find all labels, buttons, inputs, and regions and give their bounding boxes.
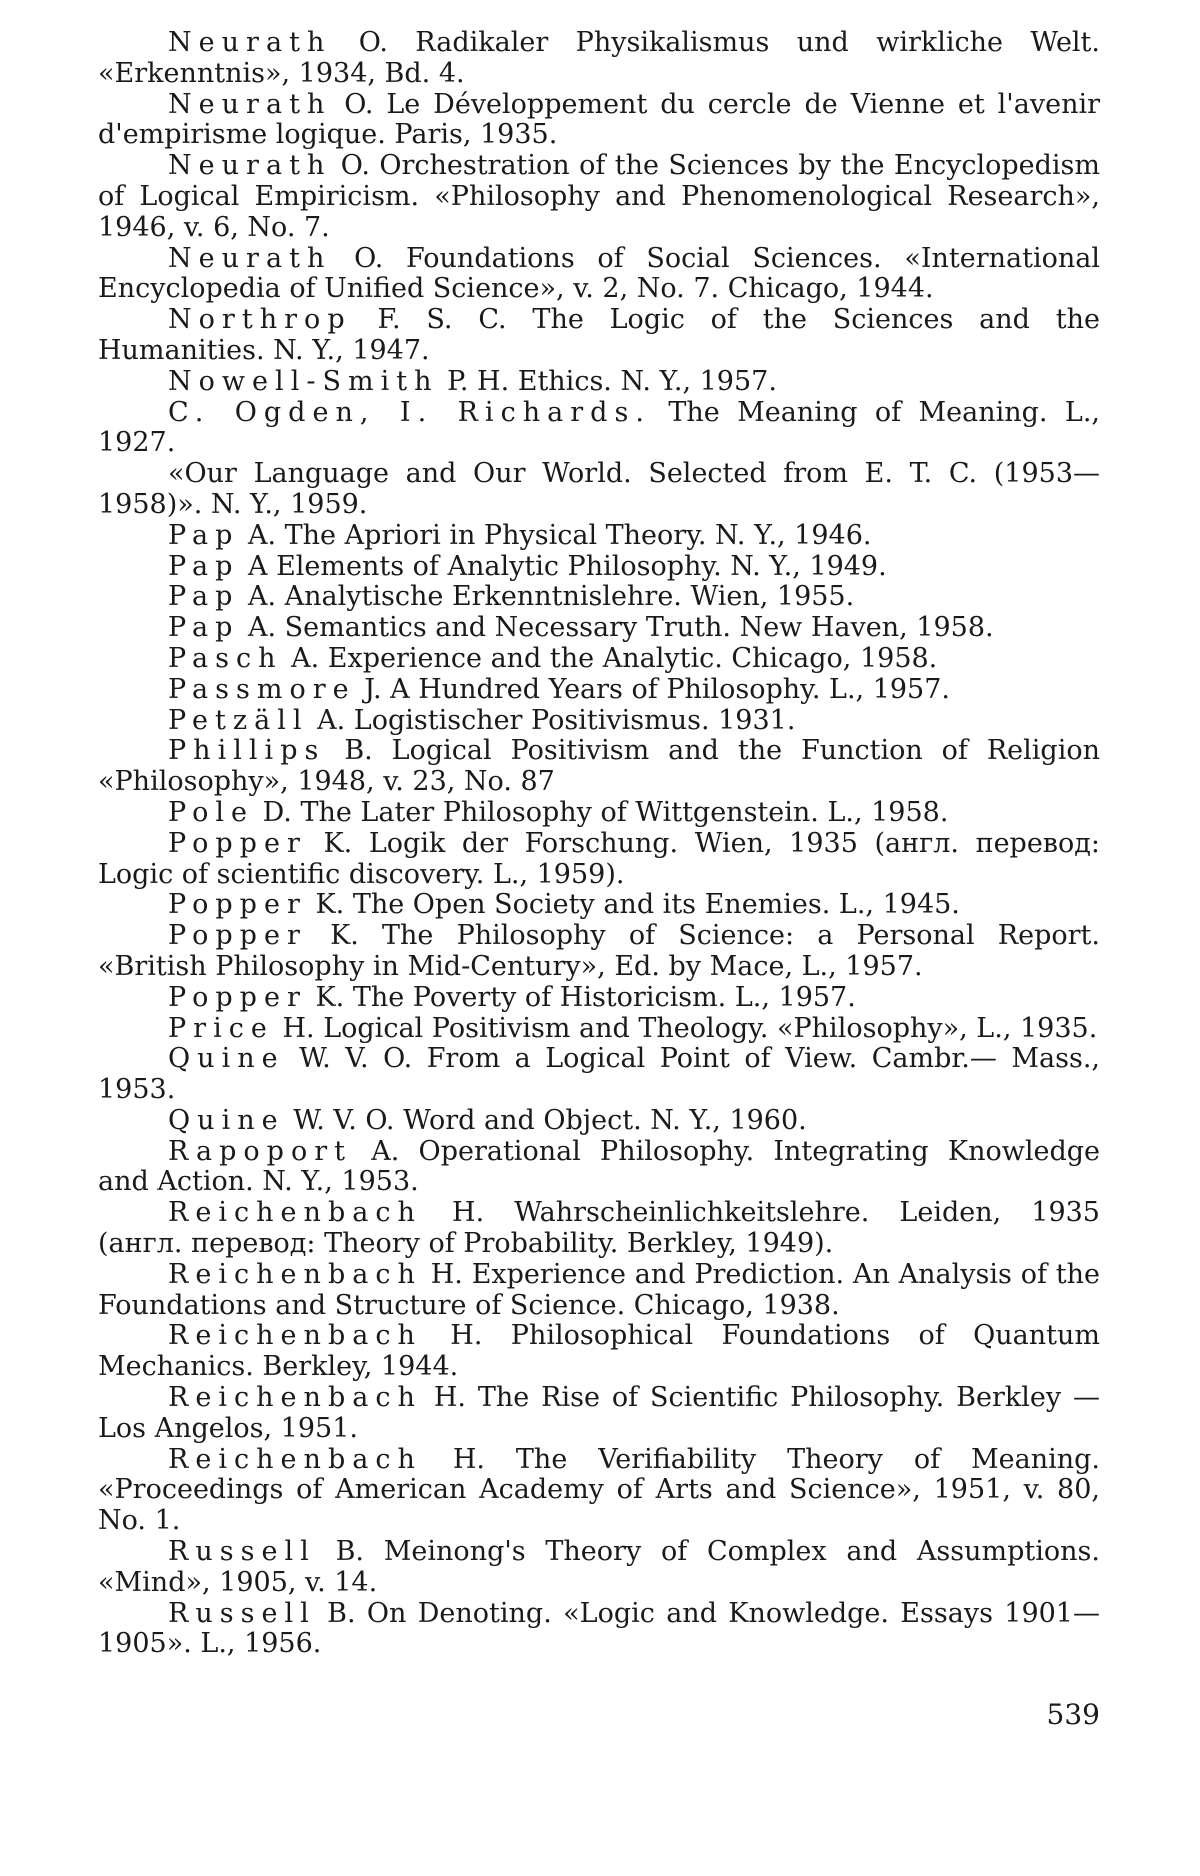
- bibliography-entry: [98, 521, 1100, 552]
- entry-text: B. Meinong's Theory of Complex and Assumptions. «Mind», 1905, v. 14.: [98, 1536, 1100, 1598]
- entry-author: Pap: [168, 581, 240, 613]
- entry-author: Reichenbach: [168, 1382, 422, 1414]
- entry-text: The Meaning of Meaning. L., 1927.: [98, 396, 1100, 459]
- entry-text: W. V. O. Word and Object. N. Y., 1960.: [284, 1104, 807, 1136]
- entry-text: H. Experience and Prediction. An Analysis of the Foundations and Structure of Science. Chicago, 1938.: [98, 1258, 1100, 1321]
- entry-text: D. The Later Philosophy of Wittgenstein. L., 1958.: [254, 796, 949, 828]
- entry-author: Popper: [168, 827, 307, 859]
- bibliography-entry: [98, 398, 1100, 460]
- entry-author: Popper: [168, 920, 307, 952]
- entry-author: Price: [168, 1012, 274, 1044]
- entry-author: Reichenbach: [168, 1197, 422, 1229]
- bibliography-entry: [98, 151, 1100, 243]
- entry-author: Popper: [168, 981, 307, 1013]
- entry-text: P. H. Ethics. N. Y., 1957.: [438, 365, 777, 397]
- bibliography-entry: [98, 890, 1100, 921]
- bibliography-entry: [98, 798, 1100, 829]
- bibliography-entry: [98, 1383, 1100, 1445]
- bibliography-entry: [98, 1044, 1100, 1106]
- entry-author: Nowell-Smith: [168, 365, 439, 397]
- bibliography-entry: [98, 1537, 1100, 1599]
- entry-author: Reichenbach: [168, 1320, 422, 1352]
- entry-text: A. The Apriori in Physical Theory. N. Y., 1946.: [239, 519, 872, 551]
- entry-author: Russell: [168, 1597, 316, 1629]
- entry-author: Quine: [168, 1104, 285, 1136]
- entry-text: B. On Denoting. «Logic and Knowledge. Essays 1901—1905». L., 1956.: [98, 1597, 1100, 1660]
- page-number: 539: [1046, 1698, 1100, 1731]
- entry-text: H. Philosophical Foundations of Quantum Mechanics. Berkley, 1944.: [98, 1320, 1100, 1383]
- bibliography-entry: [98, 644, 1100, 675]
- bibliography-list: [98, 28, 1100, 1660]
- entry-text: H. Wahrscheinlichkeitslehre. Leiden, 1935 (англ. перевод: Theory of Probability. Berkley, 1949).: [98, 1197, 1100, 1260]
- bibliography-entry: [98, 90, 1100, 152]
- entry-text: A Elements of Analytic Philosophy. N. Y., 1949.: [239, 550, 887, 582]
- bibliography-entry: [98, 367, 1100, 398]
- bibliography-page: [98, 28, 1100, 1660]
- bibliography-entry: [98, 1106, 1100, 1137]
- entry-author: Northrop: [168, 304, 352, 336]
- bibliography-entry: [98, 706, 1100, 737]
- entry-text: B. Logical Positivism and the Function of Religion «Philosophy», 1948, v. 23, No. 87: [98, 735, 1100, 798]
- entry-text: O. Orchestration of the Sciences by the Encyclopedism of Logical Empiricism. «Philosophy and Phenomenological Research», 1946, v. 6, No. 7.: [98, 150, 1100, 243]
- entry-author: Pasch: [168, 642, 283, 674]
- entry-text: A. Analytische Erkenntnislehre. Wien, 1955.: [239, 581, 855, 613]
- bibliography-entry: [98, 305, 1100, 367]
- bibliography-entry: [98, 736, 1100, 798]
- entry-author: Pap: [168, 550, 240, 582]
- entry-text: «Our Language and Our World. Selected from E. T. C. (1953—1958)». N. Y., 1959.: [98, 458, 1100, 520]
- bibliography-entry: [98, 921, 1100, 983]
- bibliography-entry: [98, 1321, 1100, 1383]
- bibliography-entry: [98, 1445, 1100, 1537]
- entry-author: Rapoport: [168, 1135, 353, 1167]
- entry-author: Reichenbach: [168, 1258, 422, 1290]
- entry-text: F. S. C. The Logic of the Sciences and the Humanities. N. Y., 1947.: [98, 304, 1100, 366]
- entry-text: A. Experience and the Analytic. Chicago, 1958.: [282, 642, 938, 674]
- bibliography-entry: [98, 244, 1100, 306]
- entry-text: H. The Verifiability Theory of Meaning. «Proceedings of American Academy of Arts and Science», 1951, v. 80, No. 1.: [98, 1443, 1100, 1537]
- entry-text: K. The Open Society and its Enemies. L., 1945.: [306, 889, 960, 921]
- bibliography-entry: [98, 1198, 1100, 1260]
- entry-text: K. Logik der Forschung. Wien, 1935 (англ. перевод: Logic of scientific discovery. L., 1959).: [98, 827, 1100, 890]
- bibliography-entry: [98, 552, 1100, 583]
- bibliography-entry: [98, 459, 1100, 521]
- entry-text: O. Le Développement du cercle de Vienne et l'avenir d'empirisme logique. Paris, 1935.: [98, 88, 1100, 151]
- entry-text: H. The Rise of Scientific Philosophy. Berkley — Los Angelos, 1951.: [98, 1382, 1100, 1444]
- entry-author: Pap: [168, 612, 240, 644]
- bibliography-entry: [98, 1137, 1100, 1199]
- bibliography-entry: [98, 582, 1100, 613]
- bibliography-entry: [98, 28, 1100, 90]
- bibliography-entry: [98, 829, 1100, 891]
- entry-author: Neurath: [168, 242, 332, 274]
- entry-text: K. The Poverty of Historicism. L., 1957.: [306, 981, 856, 1013]
- bibliography-entry: [98, 1014, 1100, 1045]
- entry-text: O. Radikaler Physikalismus und wirkliche Welt. «Erkenntnis», 1934, Bd. 4.: [98, 27, 1100, 89]
- entry-author: Reichenbach: [168, 1443, 422, 1475]
- entry-author: Quine: [168, 1043, 285, 1075]
- entry-author: Phillips: [168, 735, 326, 767]
- entry-author: C. Ogden, I. Richards.: [168, 396, 651, 428]
- entry-author: Popper: [168, 889, 307, 921]
- entry-author: Pap: [168, 519, 240, 551]
- entry-author: Neurath: [168, 27, 332, 58]
- entry-author: Neurath: [168, 88, 332, 120]
- entry-text: A. Semantics and Necessary Truth. New Haven, 1958.: [239, 612, 994, 644]
- bibliography-entry: [98, 1599, 1100, 1661]
- bibliography-entry: [98, 1260, 1100, 1322]
- entry-text: H. Logical Positivism and Theology. «Philosophy», L., 1935.: [273, 1012, 1098, 1044]
- entry-text: O. Foundations of Social Sciences. «International Encyclopedia of Unified Science», v. 2, No. 7. Chicago, 1944.: [98, 242, 1100, 305]
- entry-author: Pole: [168, 796, 255, 828]
- entry-author: Russell: [168, 1536, 316, 1568]
- entry-text: A. Logistischer Positivismus. 1931.: [308, 704, 796, 736]
- entry-text: A. Operational Philosophy. Integrating Knowledge and Action. N. Y., 1953.: [98, 1135, 1100, 1198]
- bibliography-entry: [98, 675, 1100, 706]
- entry-author: Neurath: [168, 150, 332, 182]
- entry-text: W. V. O. From a Logical Point of View. Cambr.— Mass., 1953.: [98, 1043, 1100, 1106]
- entry-author: Passmore: [168, 673, 356, 705]
- entry-text: K. The Philosophy of Science: a Personal Report. «British Philosophy in Mid-Century», Ed. by Mace, L., 1957.: [98, 920, 1100, 982]
- bibliography-entry: [98, 983, 1100, 1014]
- entry-text: J. A Hundred Years of Philosophy. L., 1957.: [355, 673, 950, 705]
- bibliography-entry: [98, 613, 1100, 644]
- entry-author: Petzäll: [168, 704, 309, 736]
